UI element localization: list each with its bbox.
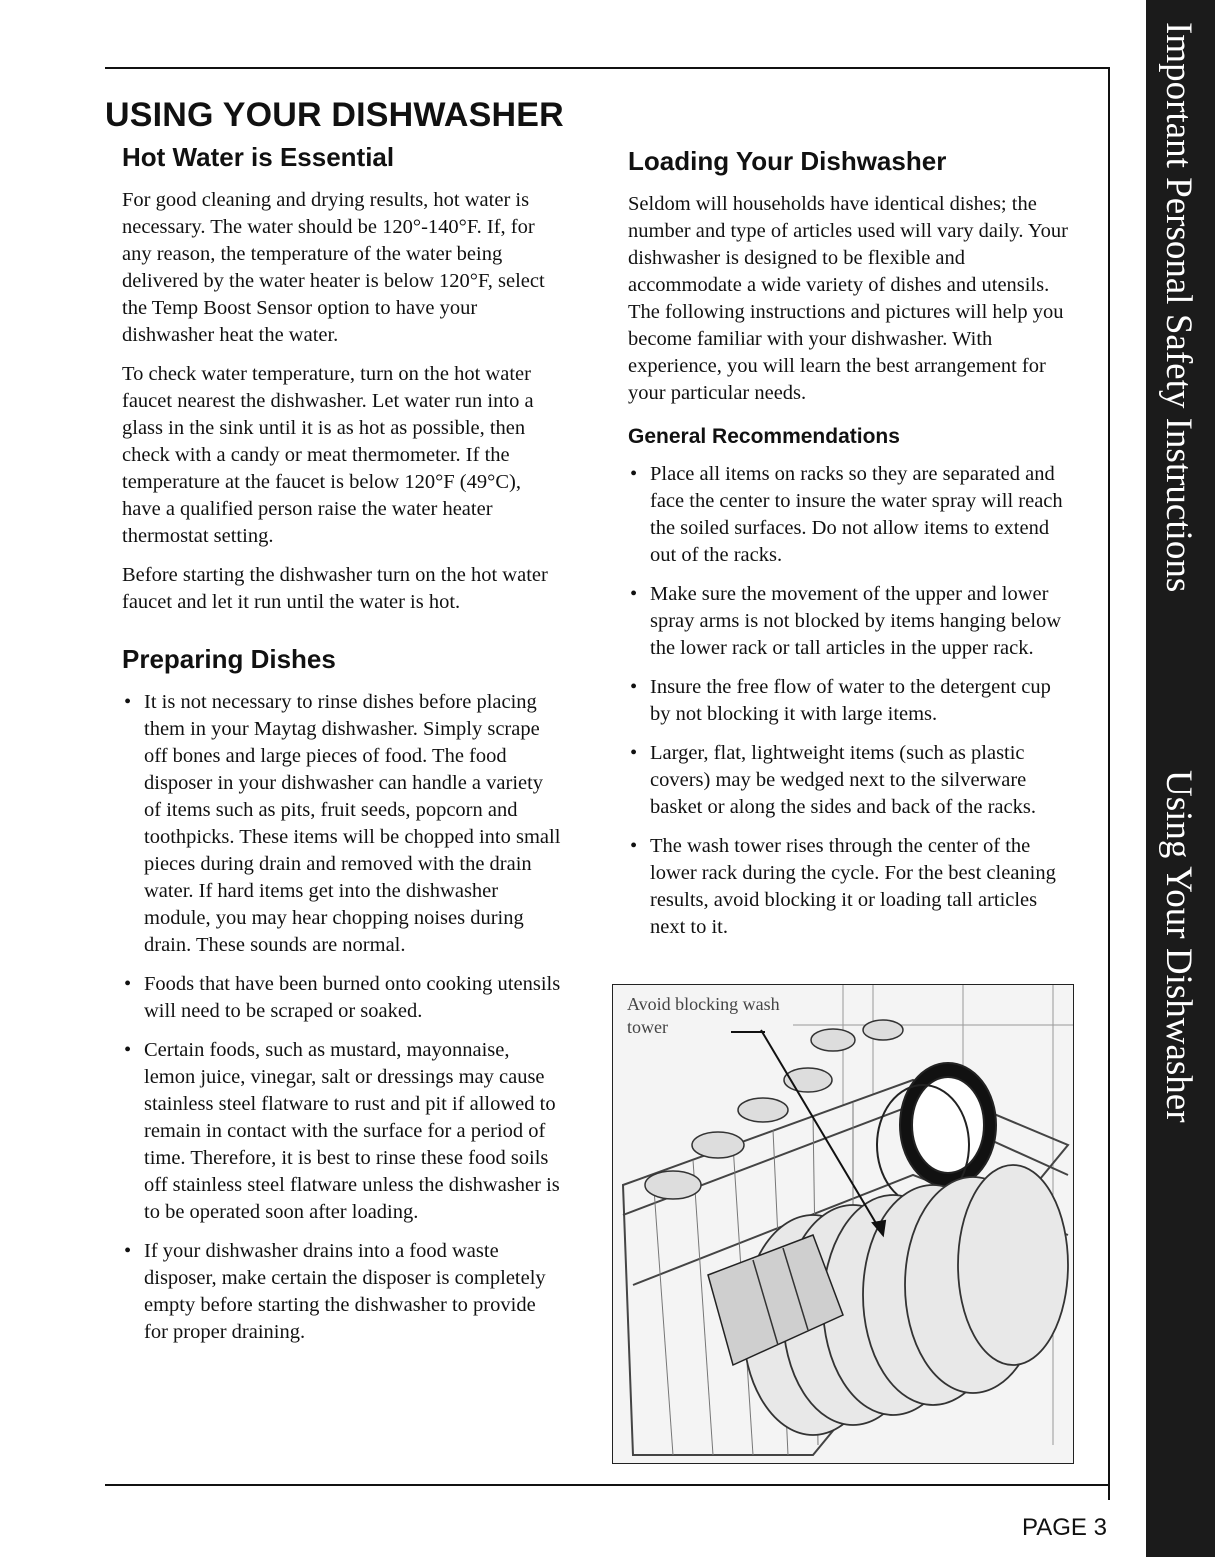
list-item: • Place all items on racks so they are separated and face the center to insure the water spray will reach the soiled surfaces. Do not allow items to extend out of the racks.	[628, 461, 1073, 569]
list-item: • Make sure the movement of the upper and lower spray arms is not blocked by items hanging below the lower rack or tall articles in the upper rack.	[628, 581, 1073, 662]
preparing-dishes-list	[122, 689, 564, 1346]
top-rule	[105, 67, 1110, 69]
general-recommendations-list	[628, 461, 1073, 941]
page-number: PAGE 3	[1022, 1514, 1107, 1541]
list-item: • It is not necessary to rinse dishes before placing them in your Maytag dishwasher. Simply scrape off bones and large pieces of food. The food disposer in your dishwasher can handle a variety of items such as pits, fruit seeds, popcorn and toothpicks. These items will be chopped into small pieces during drain and removed with the drain water. If hard items get into the dishwasher module, you may hear chopping noises during drain. These sounds are normal.	[122, 689, 564, 959]
loading-heading: Loading Your Dishwasher	[628, 146, 947, 176]
list-item: • Certain foods, such as mustard, mayonnaise, lemon juice, vinegar, salt or dressings may cause stainless steel flatware to rust and pit if allowed to remain in contact with the surface for a period of time. Therefore, it is best to rinse these food soils off stainless steel flatware unless the dishwasher is to be operated soon after loading.	[122, 1037, 564, 1226]
loading-paragraph: Seldom will households have identical dishes; the number and type of articles used will vary daily. Your dishwasher is designed to be flexible and accommodate a wide variety of dishes and utensils. The following instructions and pictures will help you become familiar with your dishwasher. With experience, you will learn the best arrangement for your particular needs.	[628, 193, 1068, 404]
preparing-dishes-section	[122, 644, 564, 1346]
left-column	[122, 142, 564, 1358]
hot-water-heading: Hot Water is Essential	[122, 142, 395, 172]
list-item: • The wash tower rises through the center of the lower rack during the cycle. For the best cleaning results, avoid blocking it or loading tall articles next to it.	[628, 833, 1073, 941]
side-tab-safety-label: Important Personal Safety Instructions	[1158, 22, 1199, 593]
right-column	[628, 146, 1073, 953]
hot-water-section	[122, 142, 564, 616]
rack-drawing	[613, 985, 1073, 1463]
general-recommendations-section	[628, 425, 1073, 941]
page-title: USING YOUR DISHWASHER	[105, 96, 564, 134]
loading-section	[628, 146, 1073, 407]
list-item: • Foods that have been burned onto cooking utensils will need to be scraped or soaked.	[122, 971, 564, 1025]
hot-water-paragraph: For good cleaning and drying results, hot water is necessary. The water should be 120°-140°F. If, for any reason, the temperature of the water being delivered by the water heater is below 120°F, select the Temp Boost Sensor option to have your dishwasher heat the water.	[122, 189, 545, 346]
hot-water-paragraph: To check water temperature, turn on the hot water faucet nearest the dishwasher. Let water run into a glass in the sink until it is as hot as possible, then check with a candy or meat thermometer. If the temperature at the faucet is below 120°F (49°C), have a qualified person raise the water heater thermostat setting.	[122, 363, 534, 547]
list-item: • Larger, flat, lightweight items (such as plastic covers) may be wedged next to the silverware basket or along the sides and back of the racks.	[628, 740, 1073, 821]
list-item: • If your dishwasher drains into a food waste disposer, make certain the disposer is completely empty before starting the dishwasher to provide for proper draining.	[122, 1238, 564, 1346]
bottom-rule	[105, 1484, 1110, 1486]
list-item: • Insure the free flow of water to the detergent cup by not blocking it with large items.	[628, 674, 1073, 728]
hot-water-paragraph: Before starting the dishwasher turn on the hot water faucet and let it run until the water is hot.	[122, 564, 548, 613]
general-recommendations-heading: General Recommendations	[628, 425, 900, 448]
preparing-dishes-heading: Preparing Dishes	[122, 644, 336, 674]
side-tab-using-label: Using Your Dishwasher	[1158, 770, 1199, 1123]
right-rule	[1108, 68, 1110, 1500]
dishwasher-rack-illustration	[612, 984, 1074, 1464]
figure-callout: Avoid blocking wash tower	[627, 994, 780, 1037]
